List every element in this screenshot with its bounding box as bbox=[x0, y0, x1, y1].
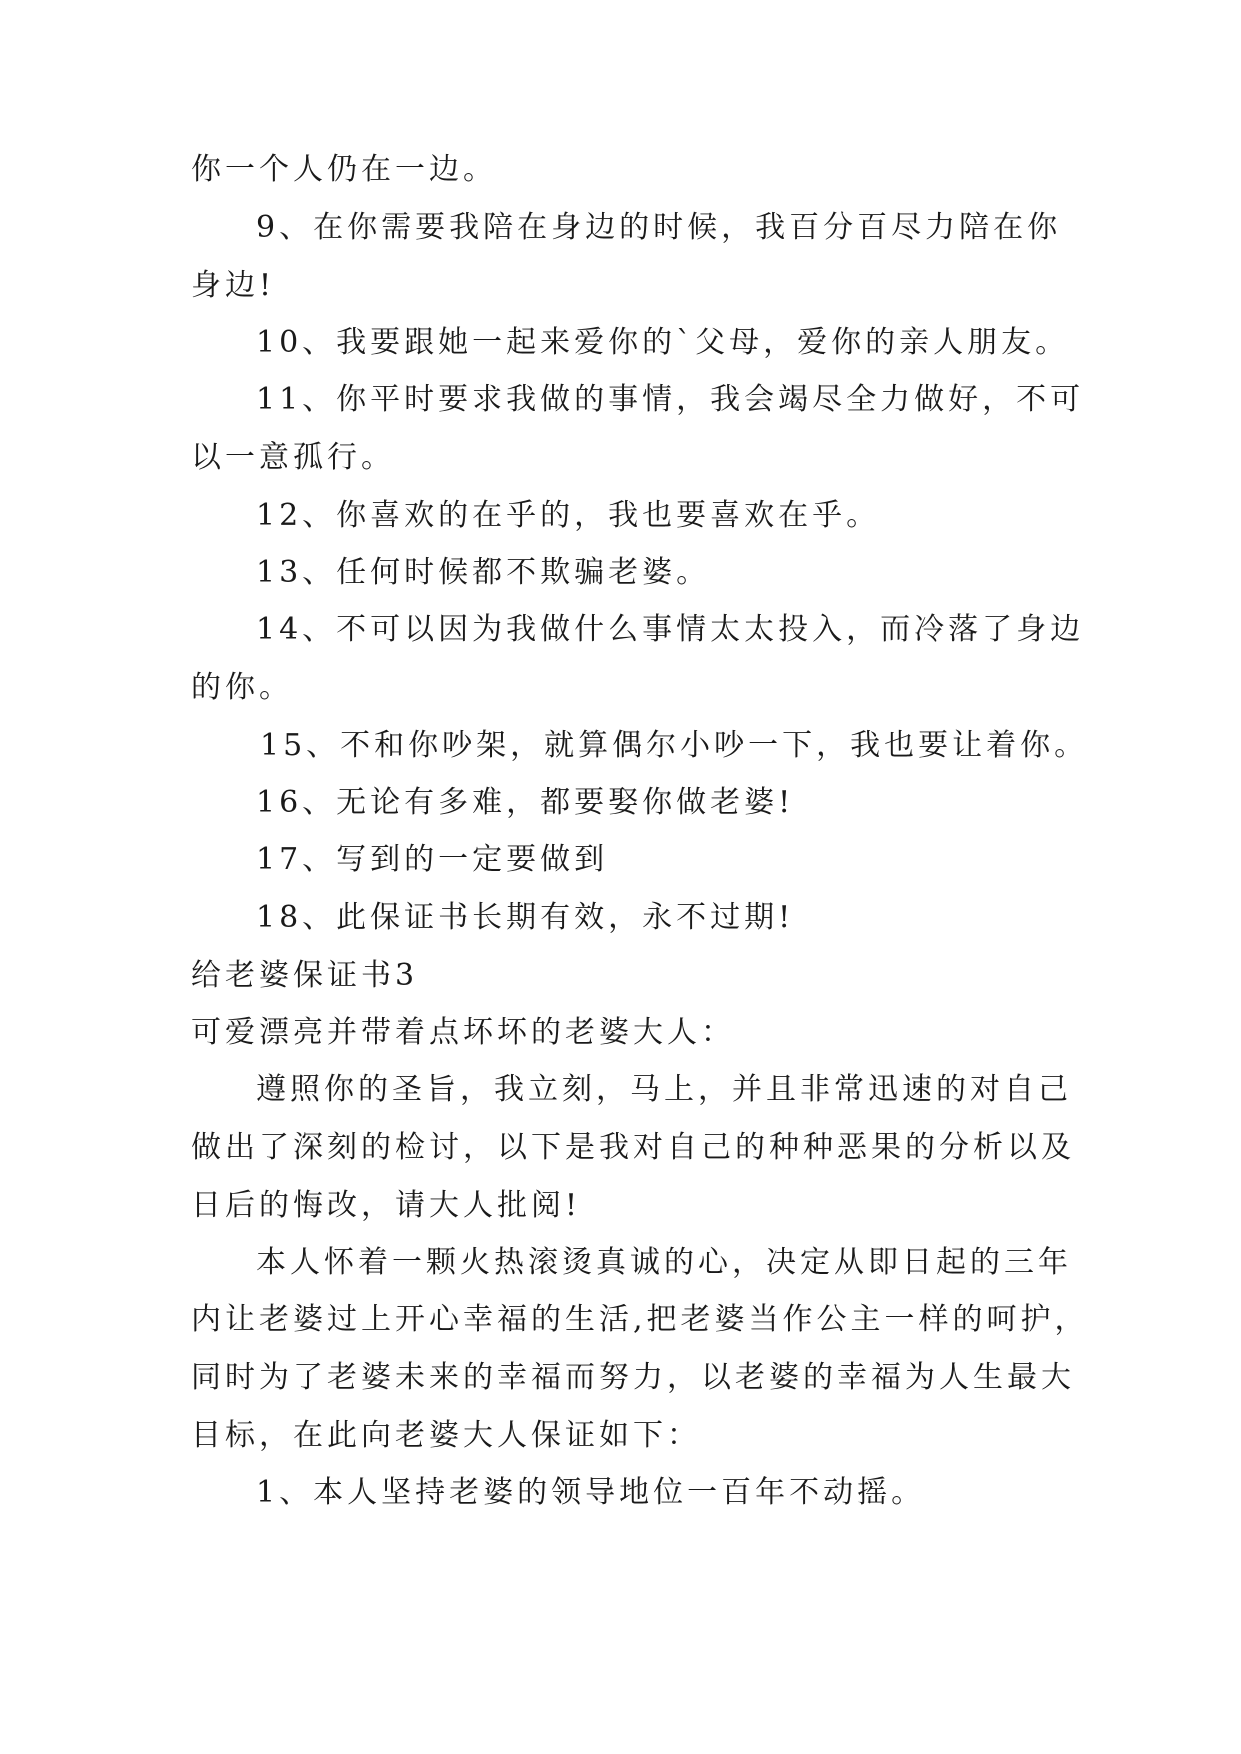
text-line: 9、在你需要我陪在身边的时候，我百分百尽力陪在你 bbox=[256, 210, 1062, 245]
text-line: 本人怀着一颗火热滚烫真诚的心，决定从即日起的三年 bbox=[256, 1245, 1072, 1280]
text-line: 内让老婆过上开心幸福的生活,把老婆当作公主一样的呵护， bbox=[191, 1302, 1089, 1337]
text-line: 遵照你的圣旨，我立刻，马上，并且非常迅速的对自己 bbox=[256, 1072, 1072, 1107]
text-line: 目标，在此向老婆大人保证如下： bbox=[191, 1418, 701, 1453]
text-line: 10、我要跟她一起来爱你的`父母，爱你的亲人朋友。 bbox=[256, 325, 1070, 360]
text-line: 17、写到的一定要做到 bbox=[256, 842, 609, 877]
text-line: 13、任何时候都不欺骗老婆。 bbox=[256, 555, 711, 590]
text-line: 16、无论有多难，都要娶你做老婆! bbox=[256, 785, 795, 820]
section-heading: 给老婆保证书3 bbox=[191, 958, 419, 993]
text-line: 12、你喜欢的在乎的，我也要喜欢在乎。 bbox=[256, 498, 881, 533]
text-line: 18、此保证书长期有效，永不过期! bbox=[256, 900, 795, 935]
text-line: 1、本人坚持老婆的领导地位一百年不动摇。 bbox=[256, 1475, 926, 1510]
text-line: 以一意孤行。 bbox=[191, 440, 395, 475]
text-line: 做出了深刻的检讨，以下是我对自己的种种恶果的分析以及 bbox=[191, 1130, 1075, 1165]
salutation: 可爱漂亮并带着点坏坏的老婆大人： bbox=[191, 1015, 735, 1050]
text-line: 同时为了老婆未来的幸福而努力，以老婆的幸福为人生最大 bbox=[191, 1360, 1075, 1395]
text-line: 11、你平时要求我做的事情，我会竭尽全力做好，不可 bbox=[256, 382, 1085, 417]
text-line: 你一个人仍在一边。 bbox=[191, 152, 497, 187]
text-line: 身边! bbox=[191, 268, 276, 303]
text-line: 日后的悔改，请大人批阅! bbox=[191, 1188, 582, 1223]
text-line: 的你。 bbox=[191, 670, 293, 705]
text-line: 14、不可以因为我做什么事情太太投入，而冷落了身边 bbox=[256, 612, 1085, 647]
text-line: 15、不和你吵架，就算偶尔小吵一下，我也要让着你。 bbox=[260, 728, 1089, 763]
